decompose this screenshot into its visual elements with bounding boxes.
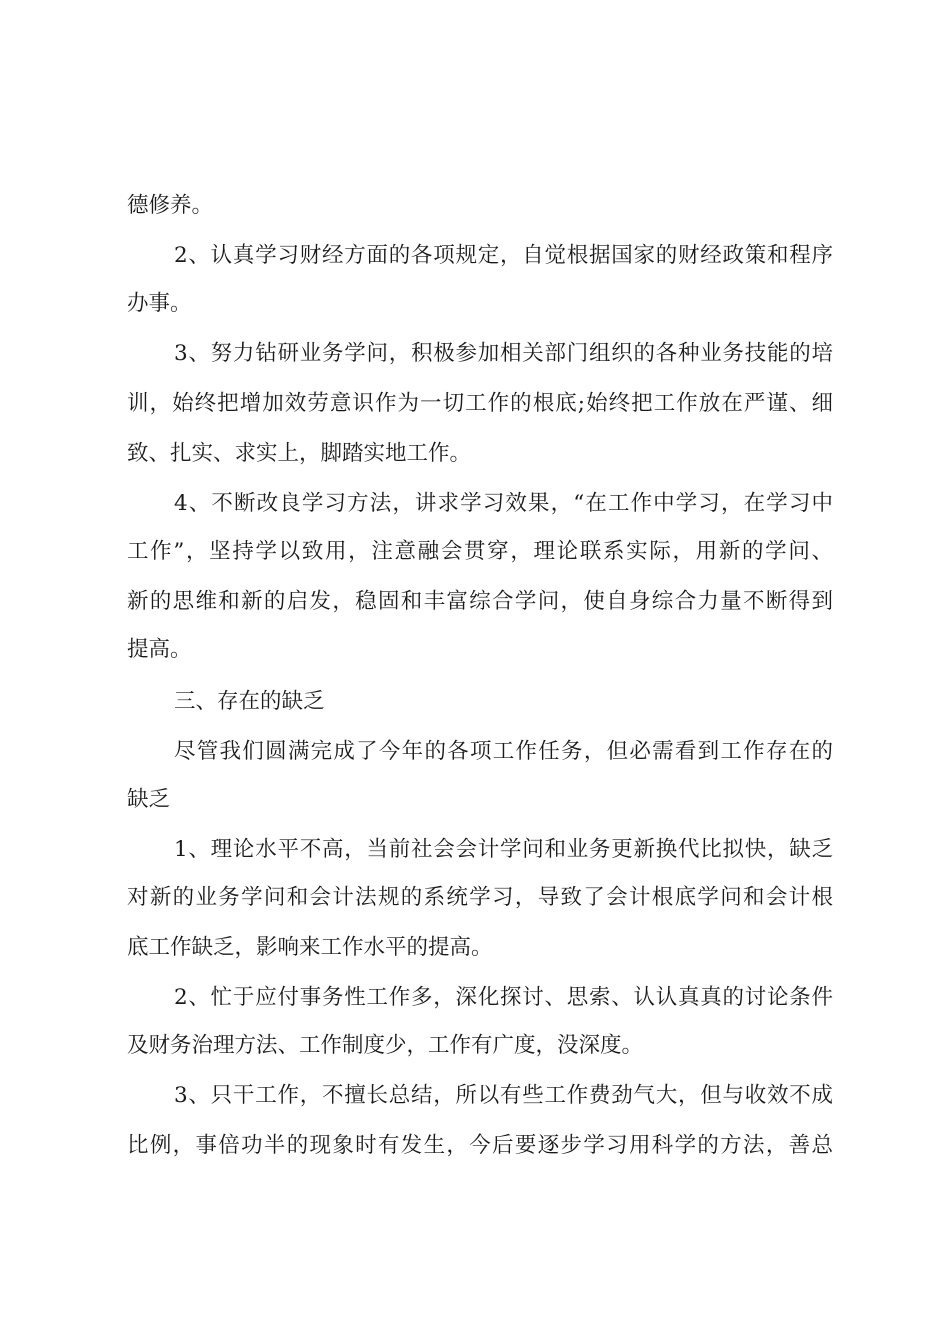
text-line-18: 及财务治理方法、工作制度少，工作有广度，没深度。 — [127, 1033, 644, 1058]
text-line-2: 2、认真学习财经方面的各项规定，自觉根据国家的财经政策和程序 — [174, 243, 833, 268]
text-line-14: 1、理论水平不高，当前社会会计学问和业务更新换代比拟快，缺乏 — [174, 837, 833, 862]
text-line-1: 德修养。 — [127, 193, 214, 218]
text-line-3: 办事。 — [127, 291, 192, 316]
section-heading: 三、存在的缺乏 — [174, 689, 325, 714]
text-line-12: 尽管我们圆满完成了今年的各项工作任务，但必需看到工作存在的 — [174, 739, 833, 764]
text-line-10: 提高。 — [127, 637, 192, 662]
text-line-17: 2、忙于应付事务性工作多，深化探讨、思索、认认真真的讨论条件 — [174, 985, 833, 1010]
text-line-7: 4、不断改良学习方法，讲求学习效果，“在工作中学习，在学习中 — [174, 491, 833, 516]
text-line-20: 比例，事倍功半的现象时有发生，今后要逐步学习用科学的方法，善总 — [127, 1133, 833, 1158]
text-line-16: 底工作缺乏，影响来工作水平的提高。 — [127, 935, 493, 960]
text-line-5: 训，始终把增加效劳意识作为一切工作的根底;始终把工作放在严谨、细 — [127, 391, 833, 416]
text-line-6: 致、扎实、求实上，脚踏实地工作。 — [127, 441, 472, 466]
text-line-4: 3、努力钻研业务学问，积极参加相关部门组织的各种业务技能的培 — [174, 341, 833, 366]
text-line-19: 3、只干工作，不擅长总结，所以有些工作费劲气大，但与收效不成 — [174, 1083, 833, 1108]
text-line-15: 对新的业务学问和会计法规的系统学习，导致了会计根底学问和会计根 — [127, 885, 833, 910]
text-line-13: 缺乏 — [127, 787, 171, 812]
text-line-8: 工作”，坚持学以致用，注意融会贯穿，理论联系实际，用新的学问、 — [127, 539, 833, 564]
text-line-9: 新的思维和新的启发，稳固和丰富综合学问，使自身综合力量不断得到 — [127, 589, 833, 614]
